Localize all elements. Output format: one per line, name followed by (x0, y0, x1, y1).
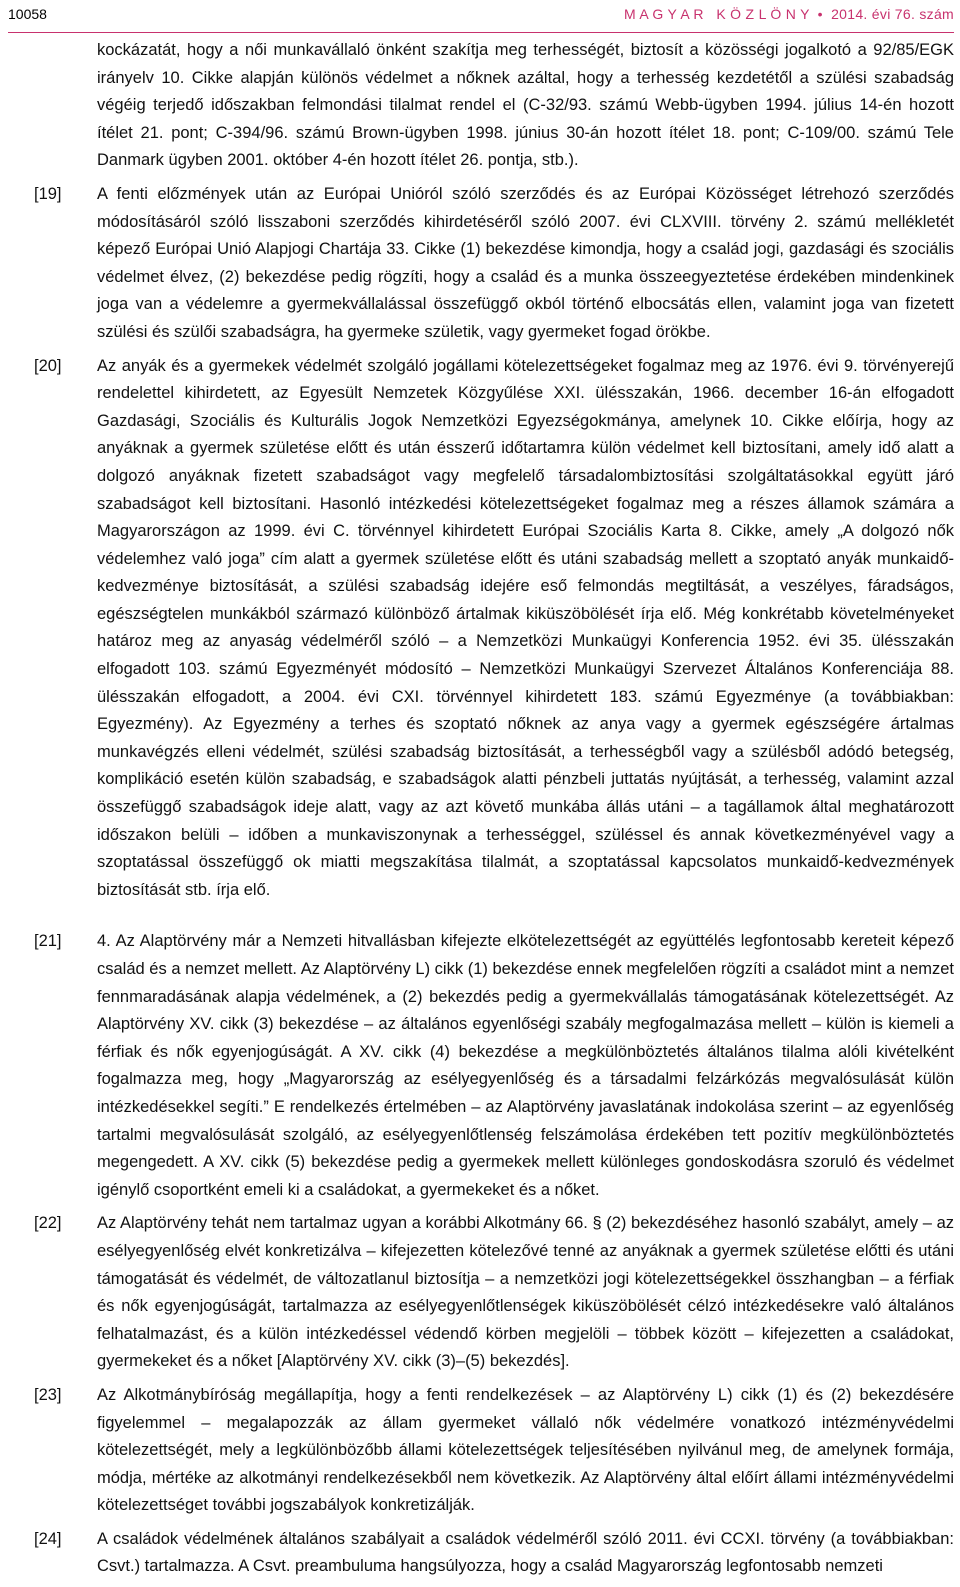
paragraph-number: [19] (34, 184, 62, 203)
paragraph-number: [24] (34, 1529, 62, 1548)
gazette-title: M A G Y A R K Ö Z L Ö N Y (623, 6, 810, 22)
paragraph-number: [20] (34, 356, 62, 375)
paragraph-text: Az Alaptörvény tehát nem tartalmaz ugyan a korábbi Alkotmány 66. § (2) bekezdéséhez hasonló szabályt, amely – az esélyegyenlőség elvét konkretizálva – kifejezetten kötelezővé tenné az anyáknak a gyermek születése előtti és utáni támogatását és védelmét, de változatlanul biztosítja – a nemzetközi jogi kötelezettségekkel összhangban – a férfiak és nők egyenjogúságát, tartalmazza az esélyegyenlőtlenségek kiküszöbölését célzó intézkedésekre való általános felhatalmazást, és a külön intézkedéssel védendő körben megjelöli – többek között – kifejezetten a családokat, gyermekeket és a nőket [Alaptörvény XV. cikk (3)–(5) bekezdés]. (97, 1214, 954, 1371)
paragraph-22 (34, 1210, 954, 1376)
page-header (8, 6, 954, 28)
paragraph-text: Az Alkotmánybíróság megállapítja, hogy a fenti rendelkezések – az Alaptörvény L) cikk (1) és (2) bekezdésére figyelemmel – megalapozzák az állam gyermeket vállaló nők védelmére vonatkozó intézményvédelmi kötelezettségét, mely a legkülönbözőbb állami kötelezettségek teljesítésében nyilvánul meg, de amelynek formája, módja, mértéke az alkotmányi rendelkezésekből nem következik. Az Alaptörvény által előírt állami intézményvédelmi kötelezettséget további jogszabályok konkretizálják. (97, 1385, 954, 1515)
paragraph-continuation (97, 37, 954, 175)
issue-number: 2014. évi 76. szám (831, 6, 954, 22)
paragraph-text: kockázatát, hogy a női munkavállaló önként szakítja meg terhességét, biztosít a közösségi jogalkotó a 92/85/EGK irányelv 10. Cikke alapján különös védelmet a nőknek azáltal, hogy a terhesség kezdetétől a szülési szabadság végéig terjedő időszakban felmondási tilalmat rendel el (C‑32/93. számú Webb-ügyben 1994. július 14-én hozott ítélet 21. pont; C‑394/96. számú Brown-ügyben 1998. június 30-án hozott ítélet 18. pont; C‑109/00. számú Tele Danmark ügyben 2001. október 4-én hozott ítélet 26. pontja, stb.). (97, 41, 954, 170)
header-bullet: • (817, 6, 823, 22)
paragraph-text: A családok védelmének általános szabályait a családok védelméről szóló 2011. évi CCXI. törvény (a továbbiakban: Csvt.) tartalmazza. A Csvt. preambuluma hangsúlyozza, hogy a család Magyarország legfontosabb nemzeti (97, 1529, 954, 1576)
paragraph-21 (34, 928, 954, 1204)
paragraph-number: [23] (34, 1385, 62, 1404)
paragraph-text: 4. Az Alaptörvény már a Nemzeti hitvallásban kifejezte elkötelezettségét az együttélés legfontosabb kereteit képező család és a nemzet mellett. Az Alaptörvény L) cikk (1) bekezdése ennek megfelelően rögzíti a családot mint a nemzet fennmaradásának alapja védelmének, a (2) bekezdés pedig a gyermekvállalás támogatásának kötelezettségét. Az Alaptörvény XV. cikk (3) bekezdése – az általános egyenlőségi szabály megfogalmazása mellett – külön is kiemeli a férfiak és nők egyenjogúságát. A XV. cikk (4) bekezdése a megkülönböztetés általános tilalma alóli kivételként fogalmazza meg, hogy „Magyarország az esélyegyenlőség és a társadalmi felzárkózás megvalósulását külön intézkedésekkel segíti.” E rendelkezés értelmében – az Alaptörvény javaslatának indokolása szerint – az egyenlőség tartalmi megvalósulását szolgáló, az esélyegyenlőtlenség felszámolása érdekében tett pozitív megkülönböztetés megengedett. A XV. cikk (5) bekezdése pedig a gyermekek mellett különleges gondoskodásra szoruló és védelmet igénylő csoportként emeli ki a családokat, a gyermekeket és a nőket. (97, 932, 954, 1199)
paragraph-text: Az anyák és a gyermekek védelmét szolgáló jogállami kötelezettségeket fogalmaz meg az 1976. évi 9. törvényerejű rendelettel kihirdetett, az Egyesült Nemzetek Közgyűlése XXI. ülésszakán, 1966. december 16-án elfogadott Gazdasági, Szociális és Kulturális Jogok Nemzetközi Egyezségokmánya, amelynek 10. Cikke előírja, hogy az anyáknak a gyermek születése előtt és után ésszerű időtartamra külön védelmet kell biztosítani, amely idő alatt a dolgozó anyáknak fizetett szabadságot vagy megfelelő társadalombiztosítási szolgáltatásokkal együtt járó szabadságot kell biztosítani. Hasonló intézkedési kötelezettségeket fogalmaz meg a részes államok számára a Magyarországon az 1999. évi C. törvénnyel kihirdetett Európai Szociális Karta 8. Cikke, amely „A dolgozó nők védelemhez való joga” cím alatt a gyermek születése előtt és utáni szabadság mellett a szoptató anyák munkaidő-kedvezménye biztosítását, a szülési szabadság idejére eső felmondás megtiltását, a veszélyes, fáradságos, egészségtelen munkákból származó különböző ártalmak kiküszöbölését írja elő. Még konkrétabb követelményeket határoz meg az anyaság védelméről szóló – a Nemzetközi Munkaügyi Konferencia 1952. évi 35. ülésszakán elfogadott 103. számú Egyezményét módosító – Nemzetközi Munkaügyi Szervezet Általános Konferenciája 88. ülésszakán elfogadott, a 2004. évi CXI. törvénnyel kihirdetett 183. számú Egyezménye (a továbbiakban: Egyezmény). Az Egyezmény a terhes és szoptató nőknek az anya vagy a gyermek egészségére ártalmas munkavégzés elleni védelmét, szülési szabadság biztosítását, a terhességből vagy a szülésből adódó betegség, komplikáció esetén külön szabadság, e szabadságok alatti pénzbeli juttatás nyújtását, a terhesség, valamint azzal összefüggő szabadságok ideje alatt, vagy az azt követő munkába állás utáni – a tagállamok által meghatározott időszakon belüli – időben a munkaviszonynak a terhességgel, szüléssel és annak következményével vagy a szoptatással összefüggő ok miatti megszakítása tilalmát, a szoptatással kapcsolatos munkaidő-kedvezmények biztosítását stb. írja elő. (97, 356, 954, 899)
section-gap (97, 910, 954, 928)
paragraph-24 (34, 1526, 954, 1581)
header-rule (8, 32, 954, 33)
page-number: 10058 (8, 6, 47, 22)
paragraph-23 (34, 1382, 954, 1520)
paragraph-20 (34, 353, 954, 905)
paragraph-19 (34, 181, 954, 347)
paragraph-text: A fenti előzmények után az Európai Unióról szóló szerződés és az Európai Közösséget létrehozó szerződés módosításáról szóló lisszaboni szerződés kihirdetéséről szóló 2007. évi CLXVIII. törvény 2. számú mellékletét képező Európai Unió Alapjogi Chartája 33. Cikke (1) bekezdése kimondja, hogy a család jogi, gazdasági és szociális védelmet élvez, (2) bekezdése pedig rögzíti, hogy a család és a munka összeegyeztetése érdekében mindenkinek joga van a védelemre a gyermekvállalással összefüggő okból történő elbocsátás ellen, valamint joga van fizetett szülési és szülői szabadságra, ha gyermeke születik, vagy gyermeket fogad örökbe. (97, 184, 954, 341)
paragraph-number: [21] (34, 932, 62, 951)
gazette-issue (624, 6, 954, 22)
document-body (34, 37, 954, 1587)
paragraph-number: [22] (34, 1214, 62, 1233)
